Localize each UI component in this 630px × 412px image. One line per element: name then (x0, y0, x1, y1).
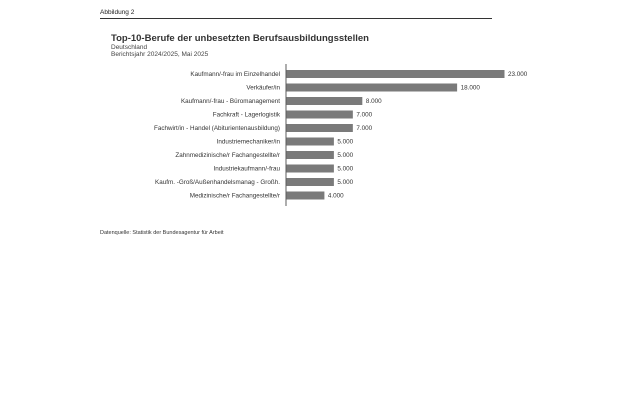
bar-chart (100, 62, 528, 212)
category-label: Kaufm. -Groß/Außenhandelsmanag - Großh. (155, 179, 280, 186)
value-label: 23.000 (508, 71, 528, 78)
category-label: Zahnmedizinische/r Fachangestellte/r (175, 152, 280, 159)
figure-label: Abbildung 2 (100, 9, 135, 16)
chart-subtitle: Deutschland (111, 44, 148, 51)
value-label: 5.000 (337, 152, 354, 159)
bar (287, 138, 334, 146)
value-label: 4.000 (327, 192, 344, 200)
category-label: Fachkraft - Lagerlogistik (212, 111, 280, 119)
value-label: 5.000 (337, 165, 354, 173)
category-label: Verkäufer/in (246, 84, 280, 92)
value-label: 5.000 (337, 179, 354, 186)
top-divider (100, 18, 492, 19)
category-label: Industriekaufmann/-frau (213, 165, 280, 173)
bar (287, 151, 334, 159)
category-label: Kaufmann/-frau im Einzelhandel (190, 71, 280, 78)
bar (287, 124, 353, 132)
chart-title: Top-10-Berufe der unbesetzten Berufsausbildungsstellen (111, 33, 369, 44)
value-label: 18.000 (460, 84, 480, 92)
category-label: Fachwirt/in - Handel (Abiturientenausbildung) (153, 125, 280, 132)
data-source: Datenquelle: Statistik der Bundesagentur für Arbeit (100, 230, 224, 236)
value-label: 5.000 (337, 138, 354, 146)
value-label: 7.000 (356, 111, 373, 119)
bar (287, 97, 363, 105)
bar (287, 192, 325, 200)
chart-subtitle-period: Berichtsjahr 2024/2025, Mai 2025 (111, 51, 209, 58)
bar (287, 178, 334, 186)
value-label: 8.000 (365, 98, 382, 105)
bar (287, 165, 334, 173)
category-label: Industriemechaniker/in (216, 138, 280, 146)
value-label: 7.000 (356, 125, 373, 132)
bar (287, 84, 458, 92)
bar (287, 70, 505, 78)
bar (287, 111, 353, 119)
category-label: Kaufmann/-frau - Büromanagement (180, 98, 280, 105)
category-label: Medizinische/r Fachangestellte/r (189, 192, 280, 200)
